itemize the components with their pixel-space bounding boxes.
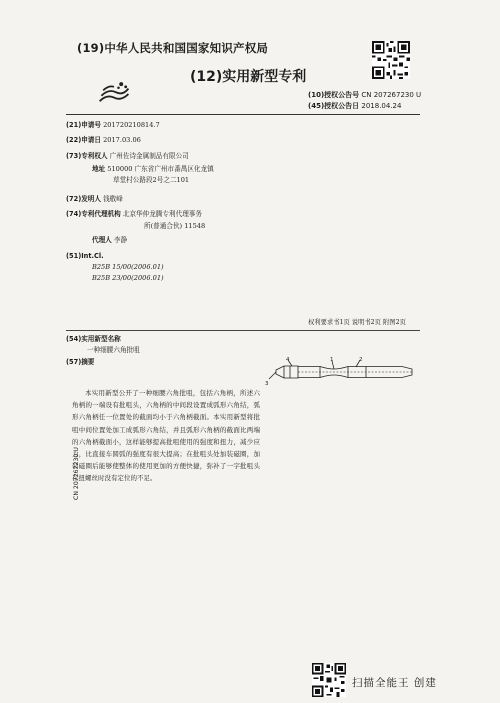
ipc-class-2: B25B 23/00(2006.01) [92, 274, 164, 282]
abstract-label: (57)摘要 [66, 358, 95, 366]
side-publication-number: CN 207267230 U [73, 447, 80, 500]
qr-code-icon [312, 663, 346, 697]
hex-bit-drawing [262, 355, 426, 389]
application-number: (21)申请号 201720210814.7 [66, 121, 160, 129]
patent-agency: (74)专利代理机构 北京华仲龙腾专利代理事务 [66, 210, 202, 218]
office-name: (19)中华人民共和国国家知识产权局 [77, 41, 269, 55]
drawing-label: 4 [286, 357, 290, 363]
doc-type-title: (12)实用新型专利 [190, 69, 307, 85]
qr-code-icon [372, 41, 410, 79]
drawing-label: 2 [359, 357, 363, 363]
patent-agency-line-2: 所(普通合伙) 11548 [144, 222, 206, 230]
address-line-2: 草堂村公路段2号之二101 [113, 176, 190, 184]
publication-number: (10)授权公告号 CN 207267230 U [308, 91, 422, 99]
address: 地址 510000 广东省广州市番禺区化龙镇 [92, 165, 214, 173]
abstract-text: 本实用新型公开了一种细腰六角批咀，包括六角柄，所述六角柄的一端设有批咀头，六角柄的中间段设置成弧形六角结，弧形六角柄任一位置处的截面均小于六角柄截面。本实用新型将批咀中间位置处加工成弧形六角结，并且弧形六角柄的截面比两端的六角柄截面小，这样能够提高批咀使用的强度和扭力，减少应力，比直接车圆弧的强度有很大提高；在批咀头处加装磁圈，加装磁圈后能够使整体的使用更加的方便快捷，弥补了一字批咀头在扭螺丝时没有定位的不足。 [72, 389, 260, 483]
emblem-icon [96, 76, 132, 112]
agent: 代理人 李静 [92, 236, 128, 244]
header-rule [66, 114, 420, 115]
section-rule [66, 330, 420, 331]
application-date: (22)申请日 2017.03.06 [66, 136, 141, 144]
inventor: (72)发明人 钱敬峰 [66, 195, 123, 203]
utility-title: 一种细腰六角批咀 [87, 346, 140, 354]
publication-date: (45)授权公告日 2018.04.24 [308, 102, 402, 110]
scanner-brand-footer: 扫描全能王 创建 [352, 677, 437, 689]
title-label: (54)实用新型名称 [66, 335, 121, 343]
patentee: (73)专利权人 广州佐诗金属制品有限公司 [66, 152, 189, 160]
drawing-label: 1 [330, 357, 334, 363]
ipc-label: (51)Int.Cl. [66, 252, 104, 260]
drawing-label: 3 [265, 381, 269, 387]
ipc-class-1: B25B 15/00(2006.01) [92, 263, 164, 271]
pages-info: 权利要求书1页 说明书2页 附图2页 [308, 319, 406, 326]
